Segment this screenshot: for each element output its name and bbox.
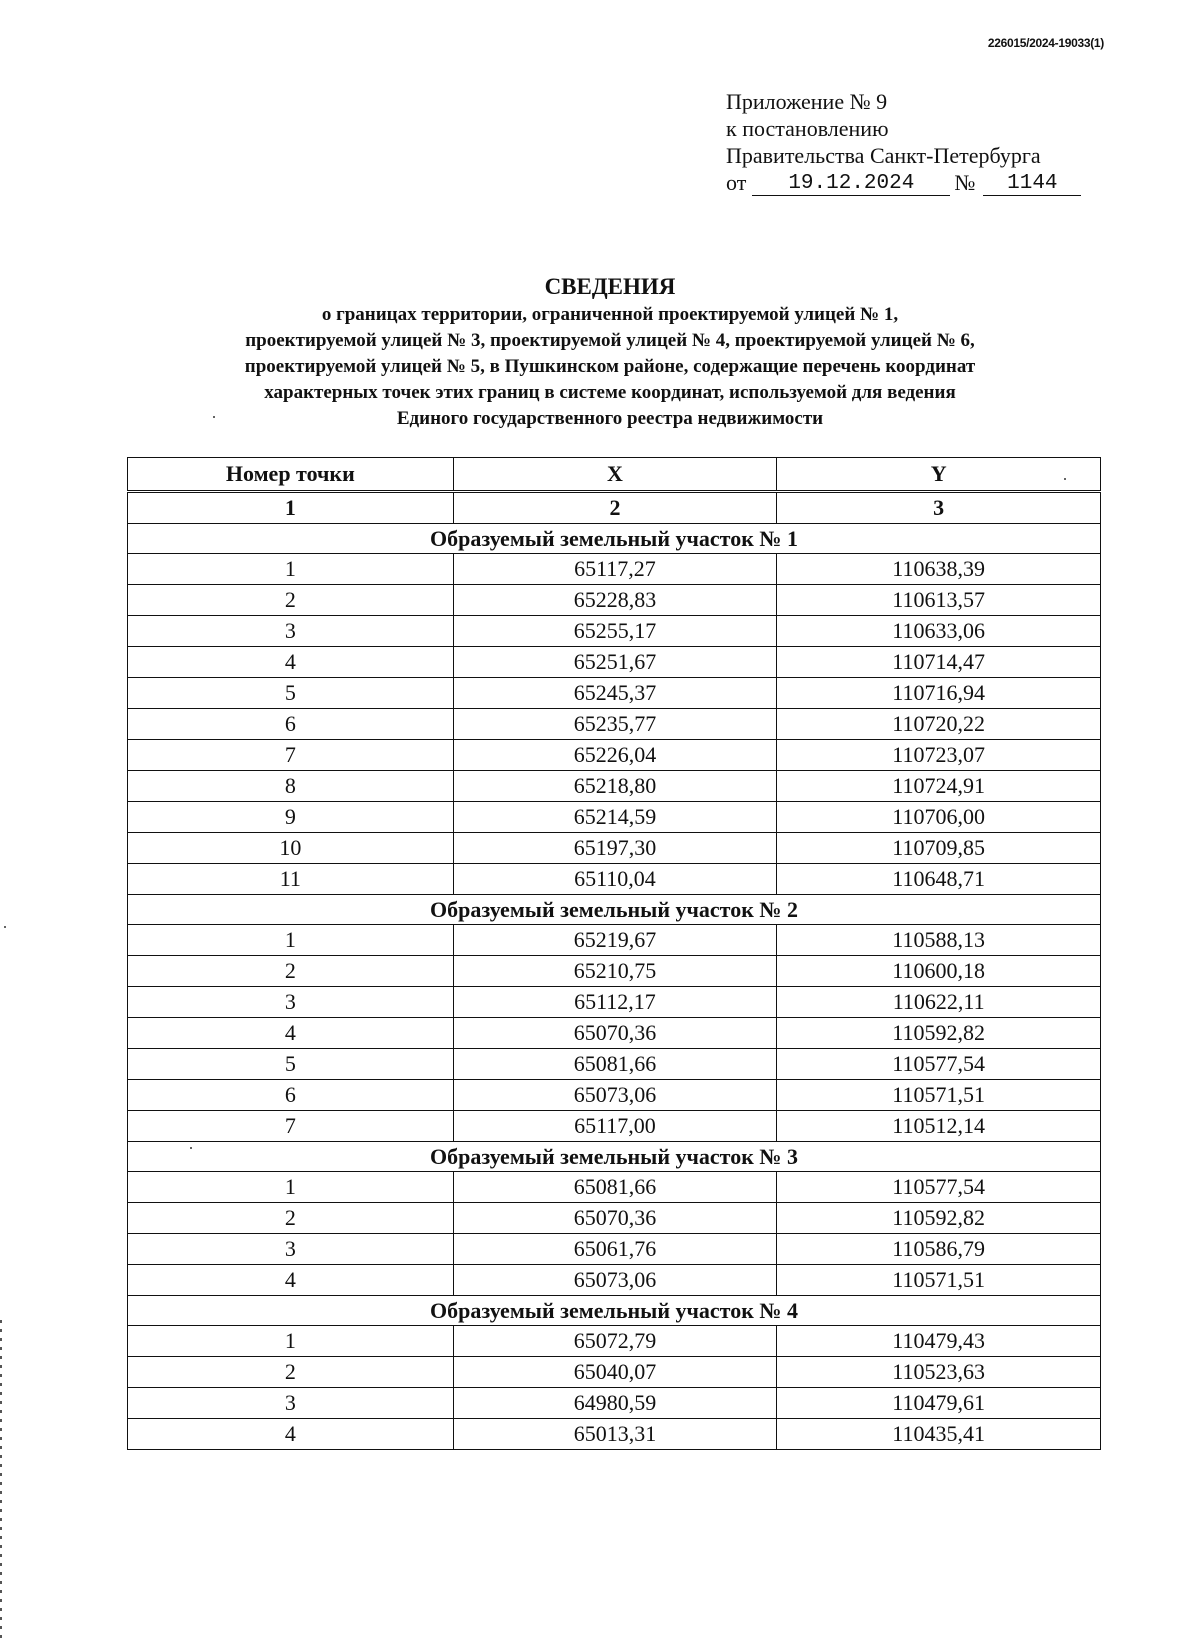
document-heading: [120, 272, 1100, 432]
resolution-date: 19.12.2024: [752, 173, 950, 196]
scan-edge-artifact: [0, 1320, 2, 1638]
appendix-from-label: от: [726, 170, 747, 195]
table-row: [128, 1080, 1101, 1111]
table-row: [128, 1326, 1101, 1357]
y-coordinate-cell: 110633,06: [777, 616, 1101, 647]
x-coordinate-cell: 65218,80: [453, 771, 777, 802]
table-row: [128, 1234, 1101, 1265]
resolution-number: 1144: [983, 173, 1081, 196]
point-number-cell: 3: [128, 1234, 454, 1265]
point-number-cell: 5: [128, 678, 454, 709]
x-coordinate-cell: 65210,75: [453, 956, 777, 987]
section-title: Образуемый земельный участок № 3: [128, 1142, 1101, 1172]
table-row: [128, 647, 1101, 678]
x-coordinate-cell: 65245,37: [453, 678, 777, 709]
y-coordinate-cell: 110588,13: [777, 925, 1101, 956]
column-number: 1: [128, 492, 454, 524]
section-header-row: [128, 524, 1101, 554]
x-coordinate-cell: 65214,59: [453, 802, 777, 833]
x-coordinate-cell: 65040,07: [453, 1357, 777, 1388]
y-coordinate-cell: 110523,63: [777, 1357, 1101, 1388]
y-coordinate-cell: 110592,82: [777, 1203, 1101, 1234]
point-number-cell: 1: [128, 925, 454, 956]
appendix-title: Приложение № 9: [726, 89, 888, 114]
x-coordinate-cell: 64980,59: [453, 1388, 777, 1419]
table-row: [128, 925, 1101, 956]
table-row: [128, 956, 1101, 987]
x-coordinate-cell: 65255,17: [453, 616, 777, 647]
appendix-government: Правительства Санкт-Петербурга: [726, 143, 1041, 168]
appendix-date-row: [726, 169, 1081, 196]
point-number-cell: 1: [128, 1172, 454, 1203]
heading-title: СВЕДЕНИЯ: [544, 274, 676, 299]
point-number-cell: 5: [128, 1049, 454, 1080]
y-coordinate-cell: 110648,71: [777, 864, 1101, 895]
heading-line: проектируемой улицей № 5, в Пушкинском районе, содержащие перечень координат: [244, 356, 976, 377]
y-coordinate-cell: 110577,54: [777, 1172, 1101, 1203]
y-coordinate-cell: 110479,61: [777, 1388, 1101, 1419]
y-coordinate-cell: 110638,39: [777, 554, 1101, 585]
x-coordinate-cell: 65112,17: [453, 987, 777, 1018]
point-number-cell: 8: [128, 771, 454, 802]
x-coordinate-cell: 65081,66: [453, 1049, 777, 1080]
y-coordinate-cell: 110613,57: [777, 585, 1101, 616]
point-number-cell: 1: [128, 554, 454, 585]
number-sign: №: [954, 170, 976, 195]
y-coordinate-cell: 110571,51: [777, 1080, 1101, 1111]
section-title: Образуемый земельный участок № 4: [128, 1296, 1101, 1326]
point-number-cell: 7: [128, 1111, 454, 1142]
x-coordinate-cell: 65219,67: [453, 925, 777, 956]
table-row: [128, 585, 1101, 616]
scan-speck: [4, 926, 6, 928]
point-number-cell: 3: [128, 616, 454, 647]
coordinates-table: [127, 457, 1101, 1450]
column-number: 3: [777, 492, 1101, 524]
heading-line: характерных точек этих границ в системе координат, используемой для ведения: [264, 382, 956, 403]
x-coordinate-cell: 65070,36: [453, 1203, 777, 1234]
x-coordinate-cell: 65197,30: [453, 833, 777, 864]
scan-speck: [213, 416, 215, 418]
section-title: Образуемый земельный участок № 1: [128, 524, 1101, 554]
point-number-cell: 6: [128, 1080, 454, 1111]
y-coordinate-cell: 110571,51: [777, 1265, 1101, 1296]
y-coordinate-cell: 110720,22: [777, 709, 1101, 740]
heading-line: о границах территории, ограниченной проектируемой улицей № 1,: [321, 304, 899, 325]
y-coordinate-cell: 110577,54: [777, 1049, 1101, 1080]
point-number-cell: 2: [128, 1203, 454, 1234]
header-point-number: Номер точки: [128, 458, 454, 492]
table-row: [128, 678, 1101, 709]
y-coordinate-cell: 110716,94: [777, 678, 1101, 709]
heading-line: Единого государственного реестра недвижимости: [396, 408, 824, 429]
table-row: [128, 709, 1101, 740]
header-x: X: [453, 458, 777, 492]
point-number-cell: 3: [128, 1388, 454, 1419]
x-coordinate-cell: 65073,06: [453, 1265, 777, 1296]
x-coordinate-cell: 65013,31: [453, 1419, 777, 1450]
y-coordinate-cell: 110714,47: [777, 647, 1101, 678]
section-header-row: [128, 1296, 1101, 1326]
point-number-cell: 2: [128, 585, 454, 616]
table-row: [128, 1357, 1101, 1388]
table-row: [128, 1265, 1101, 1296]
y-coordinate-cell: 110709,85: [777, 833, 1101, 864]
table-row: [128, 802, 1101, 833]
appendix-to-resolution: к постановлению: [726, 116, 889, 141]
table-row: [128, 1111, 1101, 1142]
section-header-row: [128, 1142, 1101, 1172]
table-row: [128, 1018, 1101, 1049]
x-coordinate-cell: 65081,66: [453, 1172, 777, 1203]
heading-description: [130, 302, 1090, 432]
x-coordinate-cell: 65070,36: [453, 1018, 777, 1049]
x-coordinate-cell: 65117,27: [453, 554, 777, 585]
y-coordinate-cell: 110586,79: [777, 1234, 1101, 1265]
table-row: [128, 771, 1101, 802]
column-number-row: [128, 492, 1101, 524]
table-row: [128, 616, 1101, 647]
point-number-cell: 4: [128, 1018, 454, 1049]
table-row: [128, 740, 1101, 771]
column-number: 2: [453, 492, 777, 524]
y-coordinate-cell: 110600,18: [777, 956, 1101, 987]
point-number-cell: 9: [128, 802, 454, 833]
point-number-cell: 1: [128, 1326, 454, 1357]
x-coordinate-cell: 65226,04: [453, 740, 777, 771]
section-title: Образуемый земельный участок № 2: [128, 895, 1101, 925]
table-row: [128, 833, 1101, 864]
x-coordinate-cell: 65073,06: [453, 1080, 777, 1111]
point-number-cell: 11: [128, 864, 454, 895]
y-coordinate-cell: 110479,43: [777, 1326, 1101, 1357]
appendix-block: [726, 88, 1081, 196]
header-y: Y: [777, 458, 1101, 492]
x-coordinate-cell: 65110,04: [453, 864, 777, 895]
x-coordinate-cell: 65061,76: [453, 1234, 777, 1265]
table-body: [128, 492, 1101, 1450]
point-number-cell: 6: [128, 709, 454, 740]
point-number-cell: 4: [128, 1265, 454, 1296]
table-row: [128, 1388, 1101, 1419]
point-number-cell: 4: [128, 647, 454, 678]
table-row: [128, 864, 1101, 895]
document-registration-number: 226015/2024-19033(1): [987, 36, 1104, 50]
y-coordinate-cell: 110723,07: [777, 740, 1101, 771]
section-header-row: [128, 895, 1101, 925]
y-coordinate-cell: 110706,00: [777, 802, 1101, 833]
point-number-cell: 2: [128, 956, 454, 987]
x-coordinate-cell: 65228,83: [453, 585, 777, 616]
heading-line: проектируемой улицей № 3, проектируемой улицей № 4, проектируемой улицей № 6,: [245, 330, 975, 351]
point-number-cell: 7: [128, 740, 454, 771]
table-row: [128, 554, 1101, 585]
table-header-row: [128, 458, 1101, 492]
y-coordinate-cell: 110435,41: [777, 1419, 1101, 1450]
x-coordinate-cell: 65251,67: [453, 647, 777, 678]
x-coordinate-cell: 65072,79: [453, 1326, 777, 1357]
point-number-cell: 2: [128, 1357, 454, 1388]
table-row: [128, 1049, 1101, 1080]
point-number-cell: 3: [128, 987, 454, 1018]
point-number-cell: 4: [128, 1419, 454, 1450]
table-row: [128, 1172, 1101, 1203]
x-coordinate-cell: 65235,77: [453, 709, 777, 740]
x-coordinate-cell: 65117,00: [453, 1111, 777, 1142]
y-coordinate-cell: 110622,11: [777, 987, 1101, 1018]
y-coordinate-cell: 110512,14: [777, 1111, 1101, 1142]
point-number-cell: 10: [128, 833, 454, 864]
y-coordinate-cell: 110592,82: [777, 1018, 1101, 1049]
table-row: [128, 1203, 1101, 1234]
table-row: [128, 987, 1101, 1018]
y-coordinate-cell: 110724,91: [777, 771, 1101, 802]
table-row: [128, 1419, 1101, 1450]
